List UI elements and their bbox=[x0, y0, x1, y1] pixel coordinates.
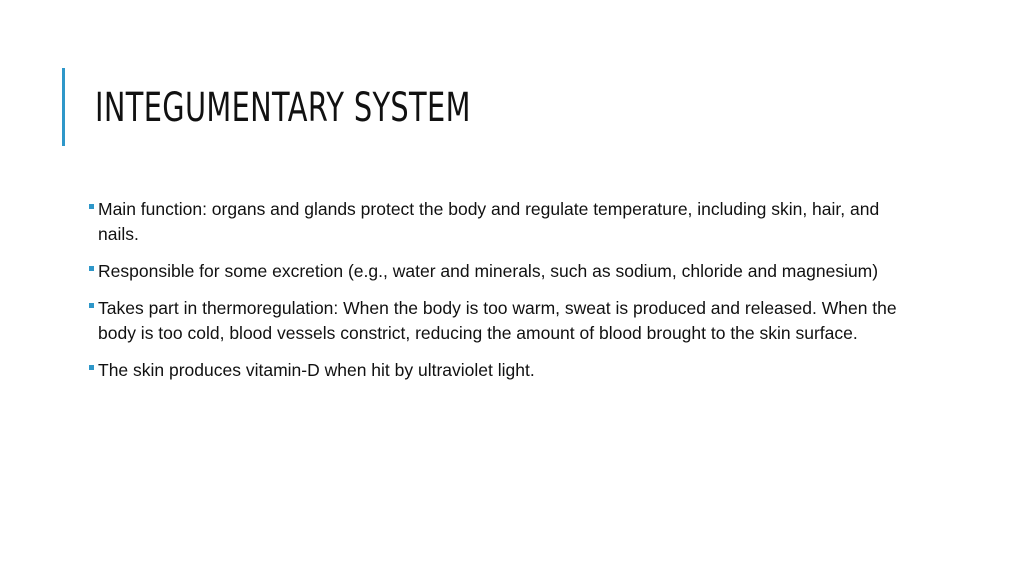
bullet-text: The skin produces vitamin-D when hit by ultraviolet light. bbox=[98, 360, 535, 380]
bullet-list bbox=[86, 197, 906, 395]
bullet-text: Main function: organs and glands protect the body and regulate temperature, including skin, hair, and nails. bbox=[98, 199, 880, 244]
slide-title: INTEGUMENTARY SYSTEM bbox=[95, 85, 471, 131]
square-bullet-icon bbox=[89, 204, 94, 209]
square-bullet-icon bbox=[89, 365, 94, 370]
bullet-text: Takes part in thermoregulation: When the body is too warm, sweat is produced and released. When the body is too cold, blood vessels constrict, reducing the amount of blood brought to the skin surface. bbox=[98, 298, 897, 343]
bullet-text: Responsible for some excretion (e.g., water and minerals, such as sodium, chloride and magnesium) bbox=[98, 261, 879, 281]
bullet-item bbox=[86, 259, 906, 284]
square-bullet-icon bbox=[89, 266, 94, 271]
bullet-item bbox=[86, 358, 906, 383]
title-accent-bar bbox=[62, 68, 65, 146]
bullet-item bbox=[86, 296, 906, 346]
bullet-item bbox=[86, 197, 906, 247]
square-bullet-icon bbox=[89, 303, 94, 308]
